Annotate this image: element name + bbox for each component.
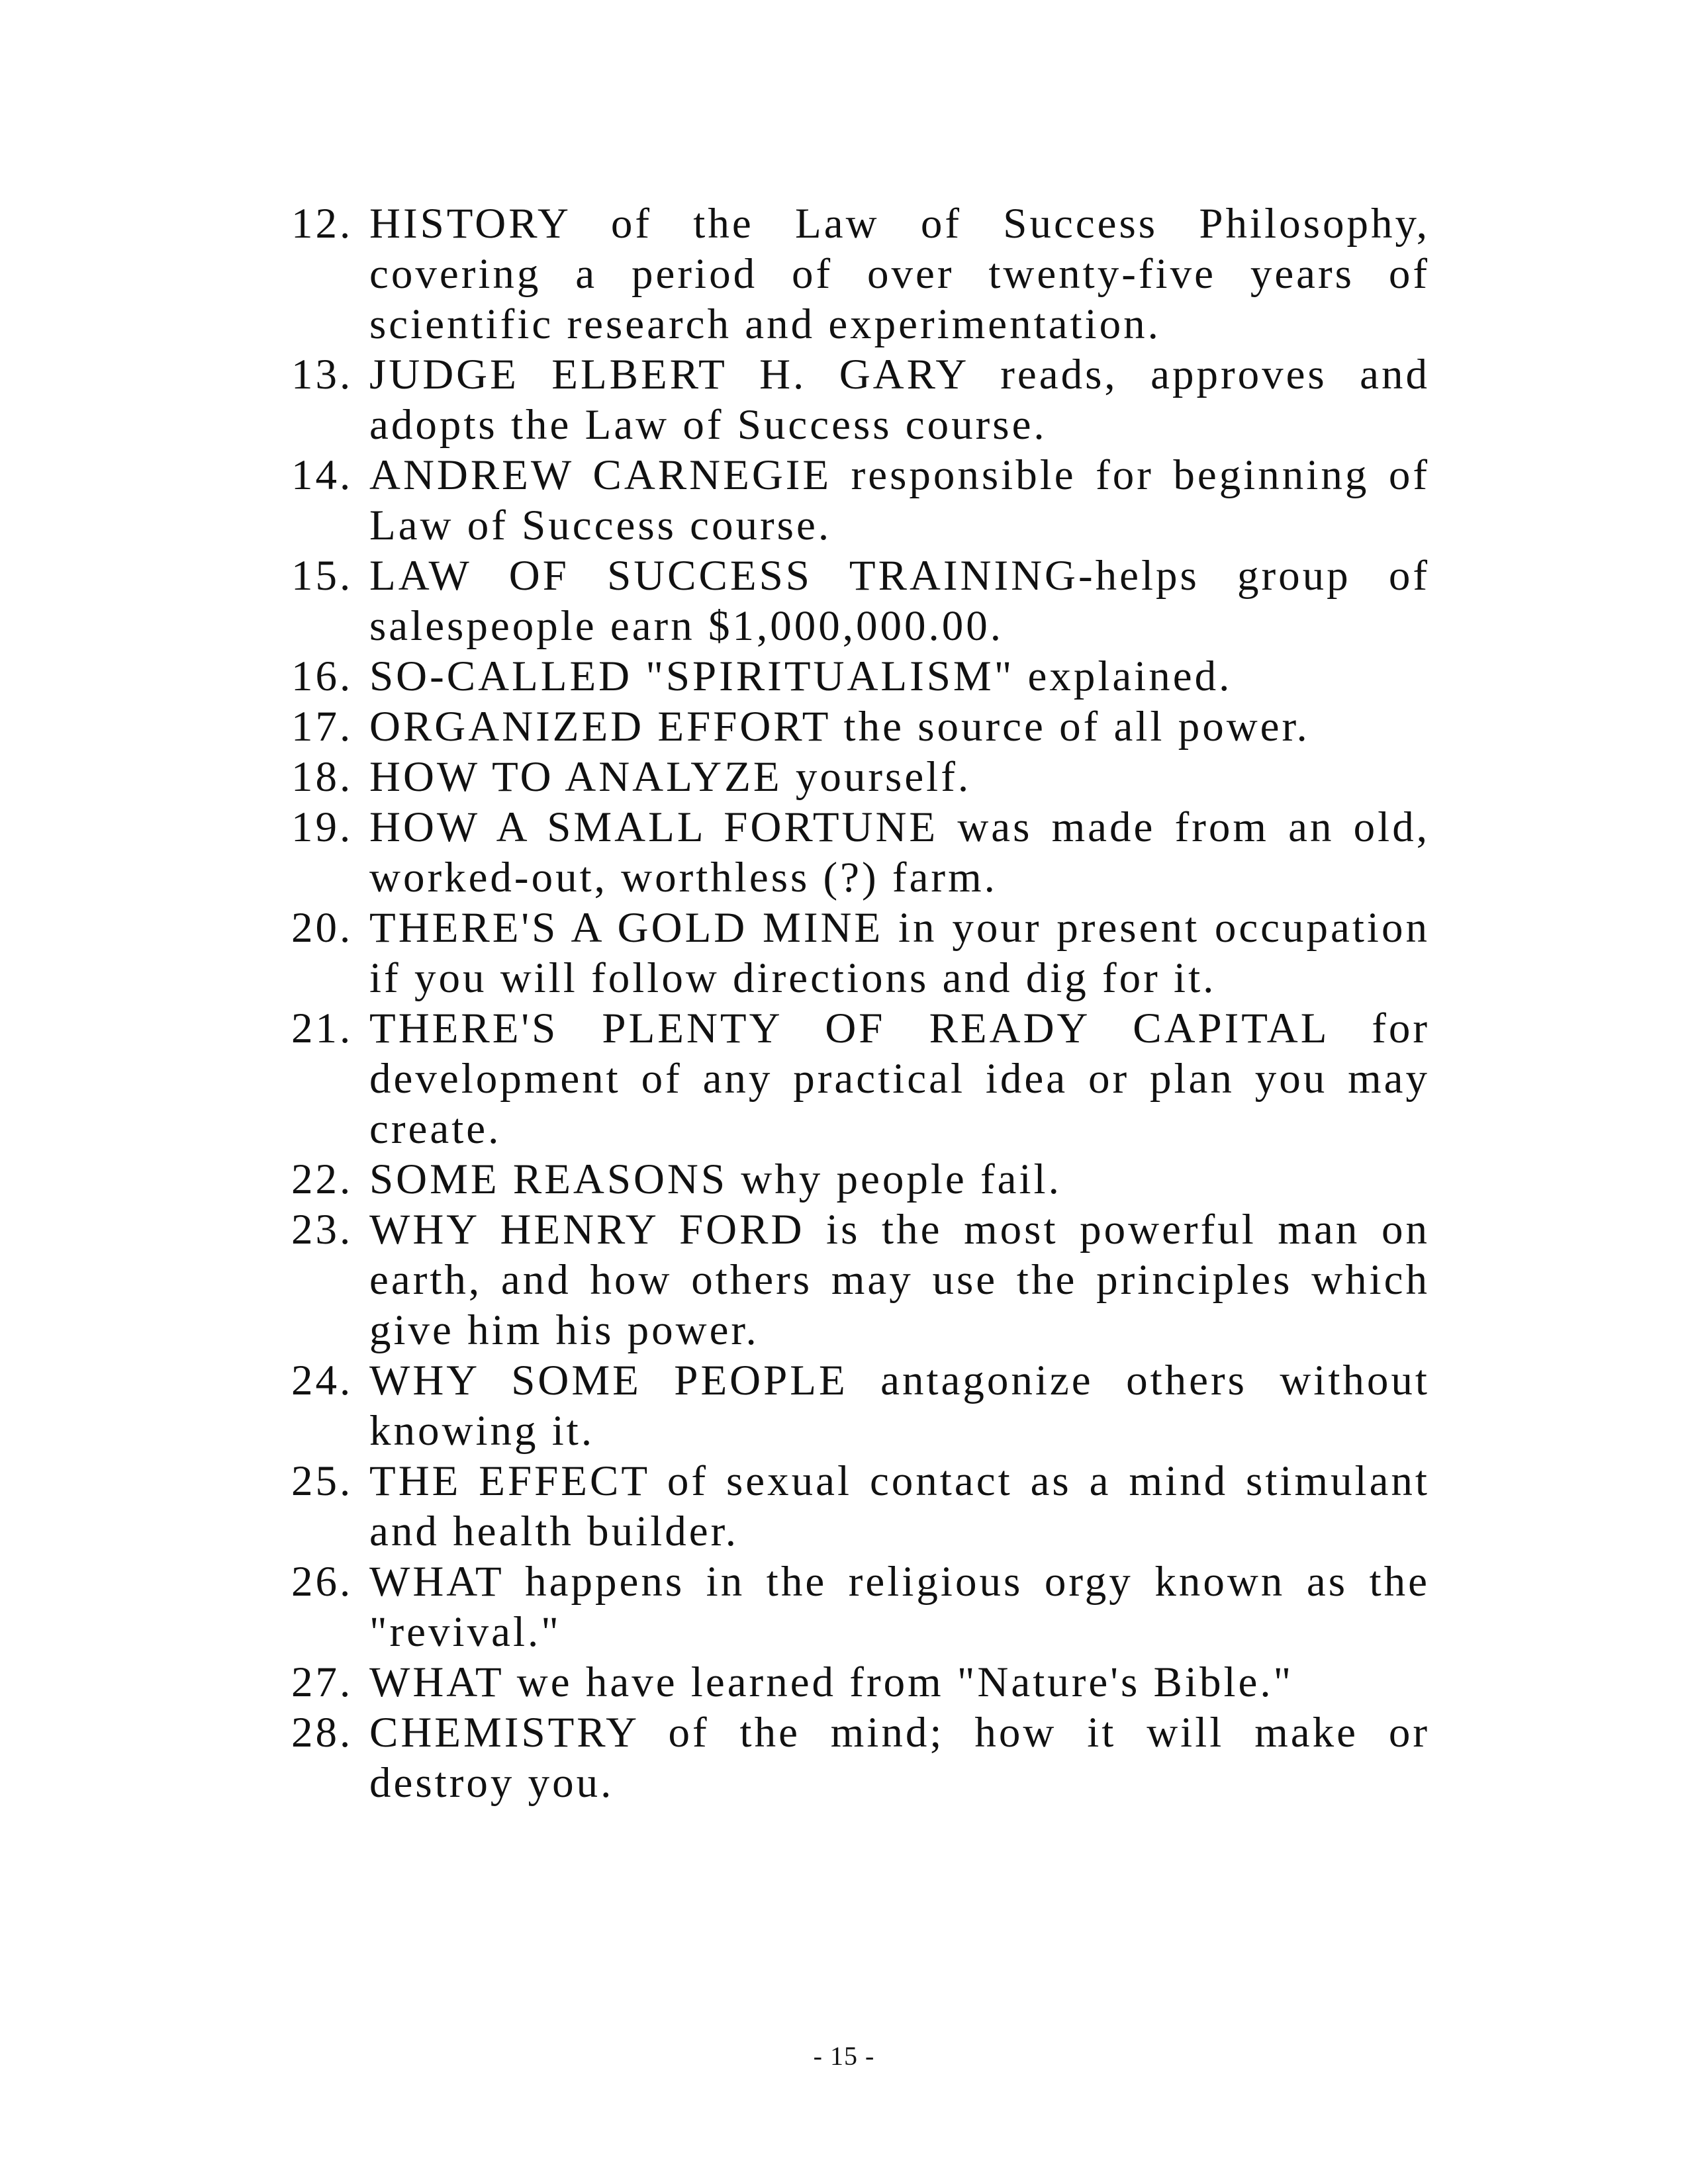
item-text: CHEMISTRY of the mind; how it will make or destroy you. — [369, 1709, 1430, 1807]
item-text: JUDGE ELBERT H. GARY reads, approves and adopts the Law of Success course. — [369, 351, 1430, 449]
item-text: THE EFFECT of sexual contact as a mind stimulant and health builder. — [369, 1457, 1430, 1555]
item-number: 19. — [291, 803, 353, 851]
item-number: 23. — [291, 1206, 353, 1253]
item-text: SOME REASONS why people fail. — [369, 1156, 1062, 1203]
item-text: WHY SOME PEOPLE antagonize others without knowing it. — [369, 1357, 1430, 1455]
item-text: THERE'S PLENTY OF READY CAPITAL for development of any practical idea or plan you may create. — [369, 1005, 1430, 1153]
item-number: 27. — [291, 1659, 353, 1706]
item-number: 25. — [291, 1457, 353, 1505]
item-text: HOW TO ANALYZE yourself. — [369, 753, 972, 801]
list-item — [291, 349, 1430, 450]
item-text: WHAT we have learned from "Nature's Bible." — [369, 1659, 1294, 1706]
list-item — [291, 802, 1430, 903]
item-number: 26. — [291, 1558, 353, 1606]
item-number: 14. — [291, 451, 353, 499]
topic-list — [291, 199, 1430, 1808]
list-item — [291, 752, 1430, 802]
page-number: - 15 - — [813, 2041, 875, 2071]
item-number: 17. — [291, 703, 353, 751]
list-item — [291, 702, 1430, 752]
item-text: LAW OF SUCCESS TRAINING-helps group of salespeople earn $1,000,000.00. — [369, 552, 1430, 650]
list-item — [291, 1707, 1430, 1808]
list-item — [291, 551, 1430, 651]
item-number: 20. — [291, 904, 353, 952]
item-text: HOW A SMALL FORTUNE was made from an old, worked-out, worthless (?) farm. — [369, 803, 1430, 901]
item-text: SO-CALLED "SPIRITUALISM" explained. — [369, 653, 1233, 700]
list-item — [291, 1657, 1430, 1707]
item-text: WHAT happens in the religious orgy known as the "revival." — [369, 1558, 1430, 1656]
list-item — [291, 1205, 1430, 1355]
item-number: 22. — [291, 1156, 353, 1203]
list-item — [291, 651, 1430, 702]
item-number: 15. — [291, 552, 353, 600]
item-number: 21. — [291, 1005, 353, 1052]
list-item — [291, 1355, 1430, 1456]
list-item — [291, 903, 1430, 1003]
item-text: ANDREW CARNEGIE responsible for beginning of Law of Success course. — [369, 451, 1430, 549]
item-number: 12. — [291, 200, 353, 248]
item-number: 16. — [291, 653, 353, 700]
list-item — [291, 1154, 1430, 1205]
item-number: 13. — [291, 351, 353, 398]
list-item — [291, 450, 1430, 551]
item-number: 24. — [291, 1357, 353, 1404]
list-item — [291, 1557, 1430, 1657]
item-text: HISTORY of the Law of Success Philosophy, covering a period of over twenty-five years of scientific research and experimentation. — [369, 200, 1430, 348]
item-text: ORGANIZED EFFORT the source of all power. — [369, 703, 1310, 751]
item-number: 18. — [291, 753, 353, 801]
item-number: 28. — [291, 1709, 353, 1756]
list-item — [291, 1456, 1430, 1557]
item-text: THERE'S A GOLD MINE in your present occupation if you will follow directions and dig for it. — [369, 904, 1430, 1002]
item-text: WHY HENRY FORD is the most powerful man on earth, and how others may use the principles which give him his power. — [369, 1206, 1430, 1354]
list-item — [291, 1003, 1430, 1154]
list-item — [291, 199, 1430, 349]
